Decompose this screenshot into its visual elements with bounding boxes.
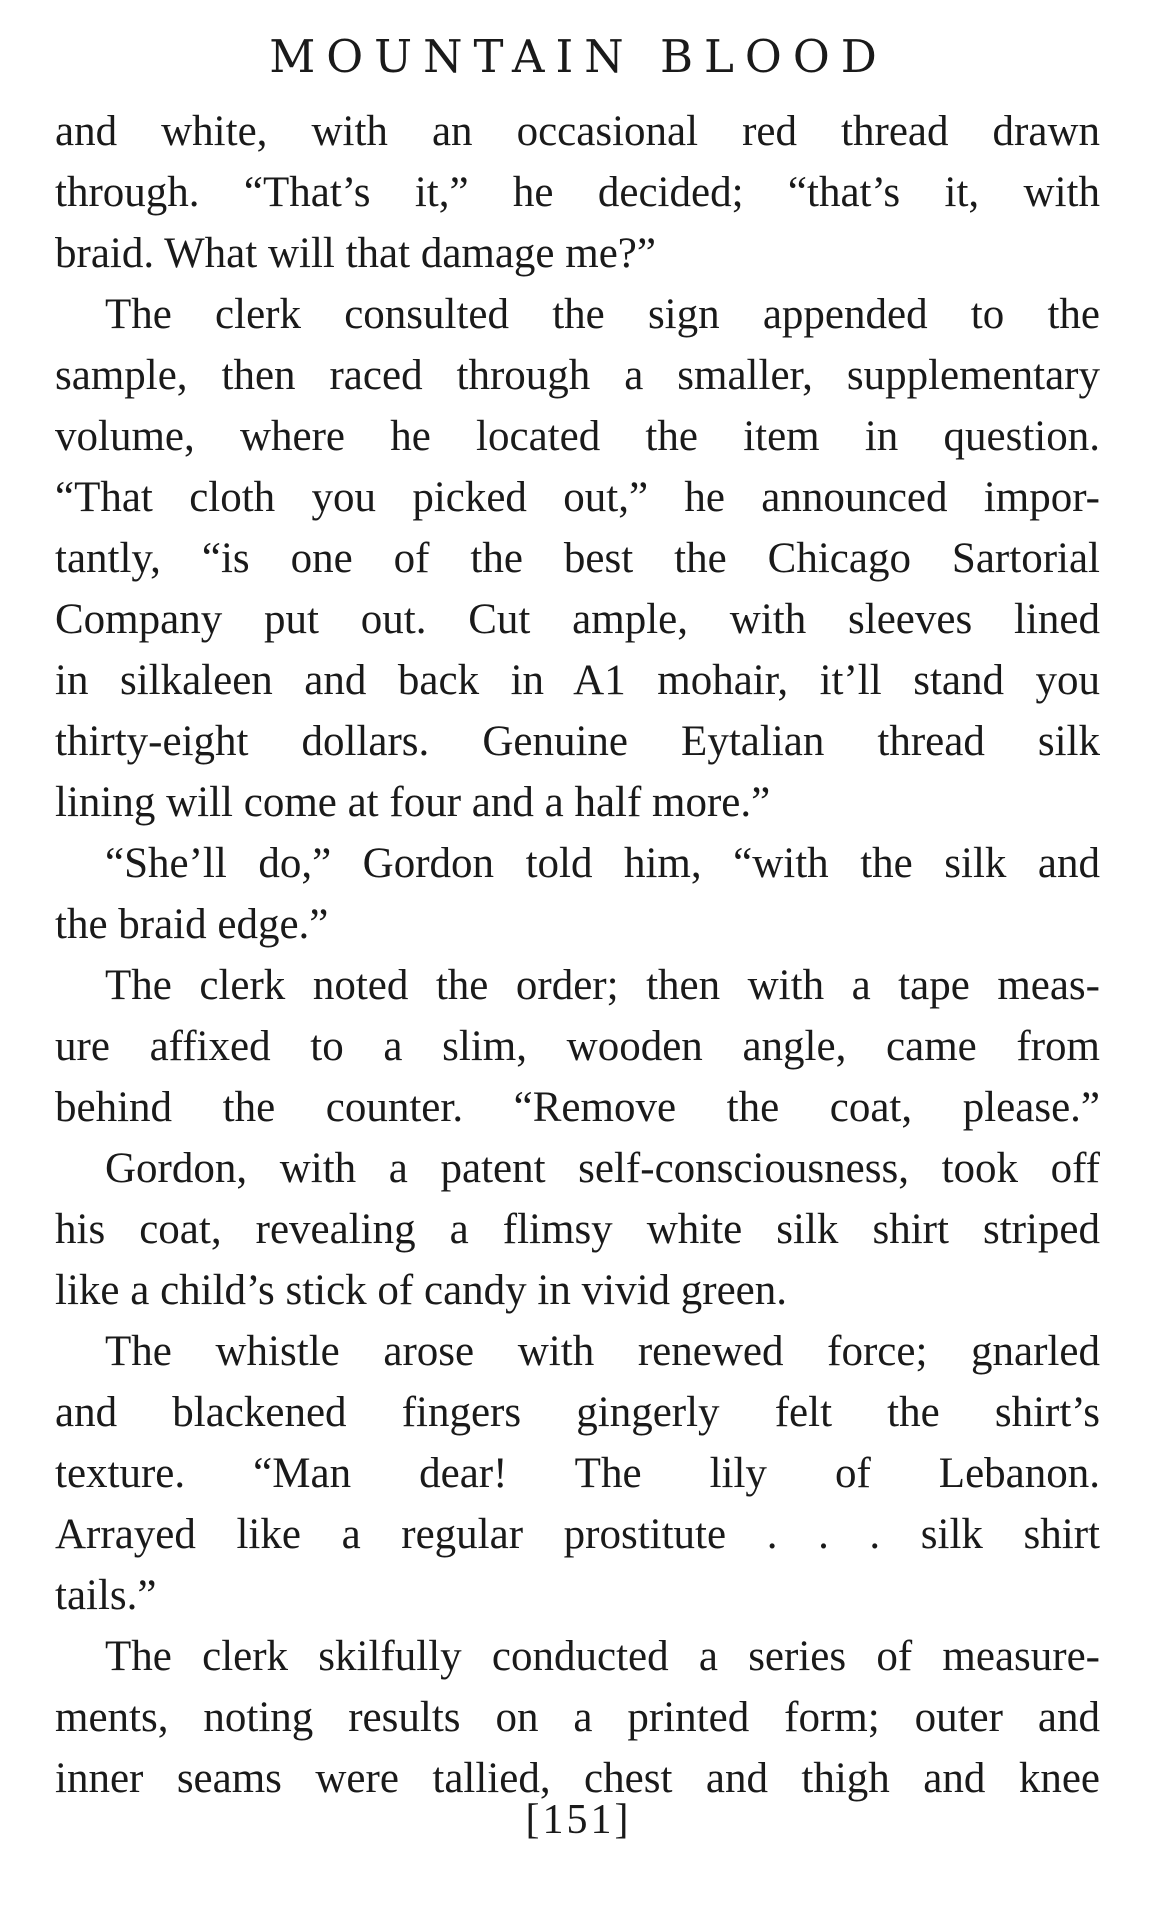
- paragraph: [55, 101, 1100, 284]
- text-line: texture. “Man dear! The lily of Lebanon.: [55, 1450, 1100, 1497]
- text-line: “She’ll do,” Gordon told him, “with the silk and: [105, 840, 1100, 887]
- text-line: The clerk noted the order; then with a tape meas-: [105, 962, 1100, 1009]
- page-number: [151]: [525, 1797, 632, 1843]
- text-line: through. “That’s it,” he decided; “that’s it, with: [55, 169, 1100, 216]
- text-line: The clerk consulted the sign appended to the: [105, 291, 1100, 338]
- paragraph: [55, 955, 1100, 1138]
- text-line: tails.”: [55, 1572, 157, 1619]
- text-line: like a child’s stick of candy in vivid green.: [55, 1267, 788, 1314]
- paragraph: [55, 1321, 1100, 1626]
- text-line: thirty-eight dollars. Genuine Eytalian thread silk: [55, 718, 1100, 765]
- text-line: braid. What will that damage me?”: [55, 230, 656, 277]
- text-line: the braid edge.”: [55, 901, 329, 948]
- text-line: The clerk skilfully conducted a series of measure-: [105, 1633, 1100, 1680]
- running-head: MOUNTAIN BLOOD: [269, 30, 888, 83]
- text-line: inner seams were tallied, chest and thigh and knee: [55, 1755, 1100, 1802]
- paragraph: [55, 284, 1100, 833]
- text-line: and white, with an occasional red thread drawn: [55, 108, 1100, 155]
- text-line: behind the counter. “Remove the coat, please.”: [55, 1084, 1100, 1131]
- text-line: Arrayed like a regular prostitute . . . silk shirt: [55, 1511, 1100, 1558]
- text-line: and blackened fingers gingerly felt the shirt’s: [55, 1389, 1100, 1436]
- paragraph: [55, 833, 1100, 955]
- text-line: his coat, revealing a flimsy white silk shirt striped: [55, 1206, 1100, 1253]
- text-line: Company put out. Cut ample, with sleeves lined: [55, 596, 1100, 643]
- text-line: ure affixed to a slim, wooden angle, came from: [55, 1023, 1100, 1070]
- text-line: lining will come at four and a half more.”: [55, 779, 771, 826]
- text-line: sample, then raced through a smaller, supplementary: [55, 352, 1100, 399]
- text-line: Gordon, with a patent self-consciousness, took off: [105, 1145, 1100, 1192]
- body-text: [55, 101, 1100, 1809]
- text-line: “That cloth you picked out,” he announced impor-: [55, 474, 1100, 521]
- paragraph: [55, 1138, 1100, 1321]
- text-line: ments, noting results on a printed form; outer and: [55, 1694, 1100, 1741]
- paragraph: [55, 1626, 1100, 1809]
- text-line: in silkaleen and back in A1 mohair, it’ll stand you: [55, 657, 1100, 704]
- text-line: The whistle arose with renewed force; gnarled: [105, 1328, 1100, 1375]
- text-line: tantly, “is one of the best the Chicago Sartorial: [55, 535, 1100, 582]
- text-line: volume, where he located the item in question.: [55, 413, 1100, 460]
